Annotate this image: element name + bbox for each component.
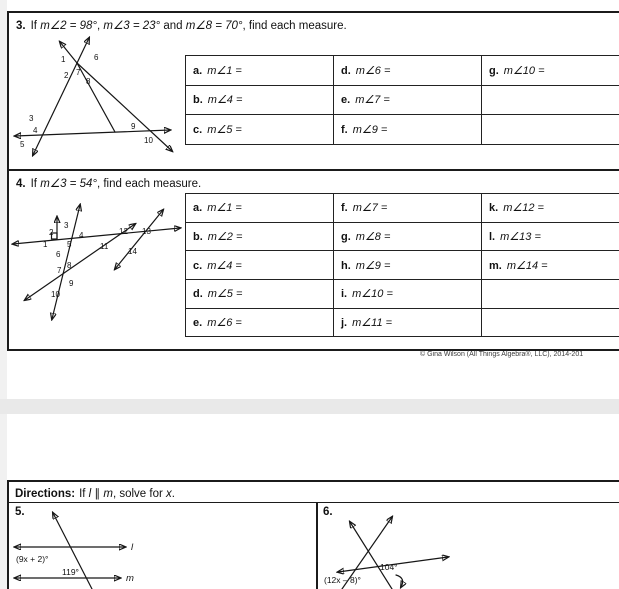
angle-label: 4 — [79, 231, 84, 240]
viewer-left-margin — [0, 0, 7, 589]
angle-label: 14 — [128, 247, 137, 256]
problem-4-answer-table — [185, 193, 619, 337]
directions-row — [9, 482, 619, 503]
answer-cell-empty — [482, 280, 619, 309]
answer-cell-h: h. m∠9 = — [334, 251, 482, 280]
answer-cell-d: d. m∠5 = — [186, 280, 334, 309]
angle-label: 4 — [33, 126, 38, 135]
answer-cell-f: f. m∠9 = — [334, 115, 482, 145]
copyright-footer: © Gina Wilson (All Things Algebra®, LLC), 2014-201 — [420, 351, 584, 358]
angle-label: 7 — [76, 68, 81, 77]
angle-label: 7 — [57, 266, 62, 275]
directions-label: Directions: — [15, 488, 76, 500]
answer-cell-k: k. m∠12 = — [482, 194, 619, 223]
angle-label: 10 — [51, 290, 60, 299]
answer-cell-empty — [482, 85, 619, 115]
angle-label: 6 — [56, 250, 61, 259]
problem-5-number: 5. — [15, 506, 25, 518]
angle-label: 13 — [142, 227, 151, 236]
page-gap — [0, 399, 619, 414]
problem-3-header — [16, 18, 347, 32]
worksheet-page-1 — [7, 11, 619, 351]
problem-5-diagram — [10, 505, 172, 589]
angle-label: 9 — [131, 122, 136, 131]
line-l-label: l — [131, 542, 134, 553]
answer-cell-g: g. m∠10 = — [482, 56, 619, 86]
angle-label: 2 — [49, 228, 54, 237]
angle-label: 10 — [144, 136, 153, 145]
problem-4-prompt: If m∠3 = 54°, find each measure. — [30, 178, 202, 190]
column-divider — [316, 503, 318, 589]
problem-4-diagram — [10, 197, 185, 342]
answer-cell-c: c. m∠5 = — [186, 115, 334, 145]
angle-label: 5 — [67, 240, 72, 249]
problem-3-number: 3. — [16, 20, 26, 32]
answer-cell-d: d. m∠6 = — [334, 56, 482, 86]
angle-label: 8 — [86, 77, 91, 86]
answer-cell-c: c. m∠4 = — [186, 251, 334, 280]
answer-cell-g: g. m∠8 = — [334, 222, 482, 251]
angle-label: 1 — [61, 55, 66, 64]
angle-label: 1 — [43, 240, 48, 249]
line-m-label: m — [126, 573, 134, 584]
angle-label: 11 — [100, 242, 109, 251]
answer-cell-b: b. m∠4 = — [186, 85, 334, 115]
angle-label: 2 — [64, 71, 69, 80]
angle-value-label: 119° — [62, 567, 79, 577]
answer-cell-a: a. m∠1 = — [186, 194, 334, 223]
angle-label: 8 — [67, 261, 72, 270]
problem-3-answer-table — [185, 55, 619, 145]
answer-cell-f: f. m∠7 = — [334, 194, 482, 223]
answer-cell-e: e. m∠6 = — [186, 308, 334, 337]
answer-cell-j: j. m∠11 = — [334, 308, 482, 337]
answer-cell-a: a. m∠1 = — [186, 56, 334, 86]
answer-cell-b: b. m∠2 = — [186, 222, 334, 251]
problem-3-diagram — [10, 35, 185, 165]
worksheet-page-2 — [7, 480, 619, 589]
answer-cell-l: l. m∠13 = — [482, 222, 619, 251]
directions-text: Directions: If l ∥ m, solve for x. — [15, 488, 175, 500]
answer-cell-empty — [482, 308, 619, 337]
angle-label: 3 — [29, 114, 34, 123]
problem-3-prompt: If m∠2 = 98°, m∠3 = 23° and m∠8 = 70°, find each measure. — [30, 20, 347, 32]
problem-6-number: 6. — [323, 506, 333, 518]
answer-cell-i: i. m∠10 = — [334, 280, 482, 309]
angle-label: 3 — [64, 221, 69, 230]
angle-label: 12 — [119, 227, 128, 236]
answer-cell-m: m. m∠14 = — [482, 251, 619, 280]
answer-cell-empty — [482, 115, 619, 145]
answer-cell-e: e. m∠7 = — [334, 85, 482, 115]
angle-label: 9 — [69, 279, 74, 288]
problem-4-number: 4. — [16, 178, 26, 190]
problem-4-header — [16, 176, 201, 190]
angle-expression-label: (9x + 2)° — [16, 554, 49, 564]
problem-divider — [9, 169, 619, 171]
problem-6-diagram — [322, 505, 492, 589]
angle-value-label: 104° — [380, 562, 398, 572]
angle-label: 5 — [20, 140, 25, 149]
angle-expression-label: (12x – 8)° — [324, 575, 361, 585]
angle-label: 6 — [94, 53, 99, 62]
